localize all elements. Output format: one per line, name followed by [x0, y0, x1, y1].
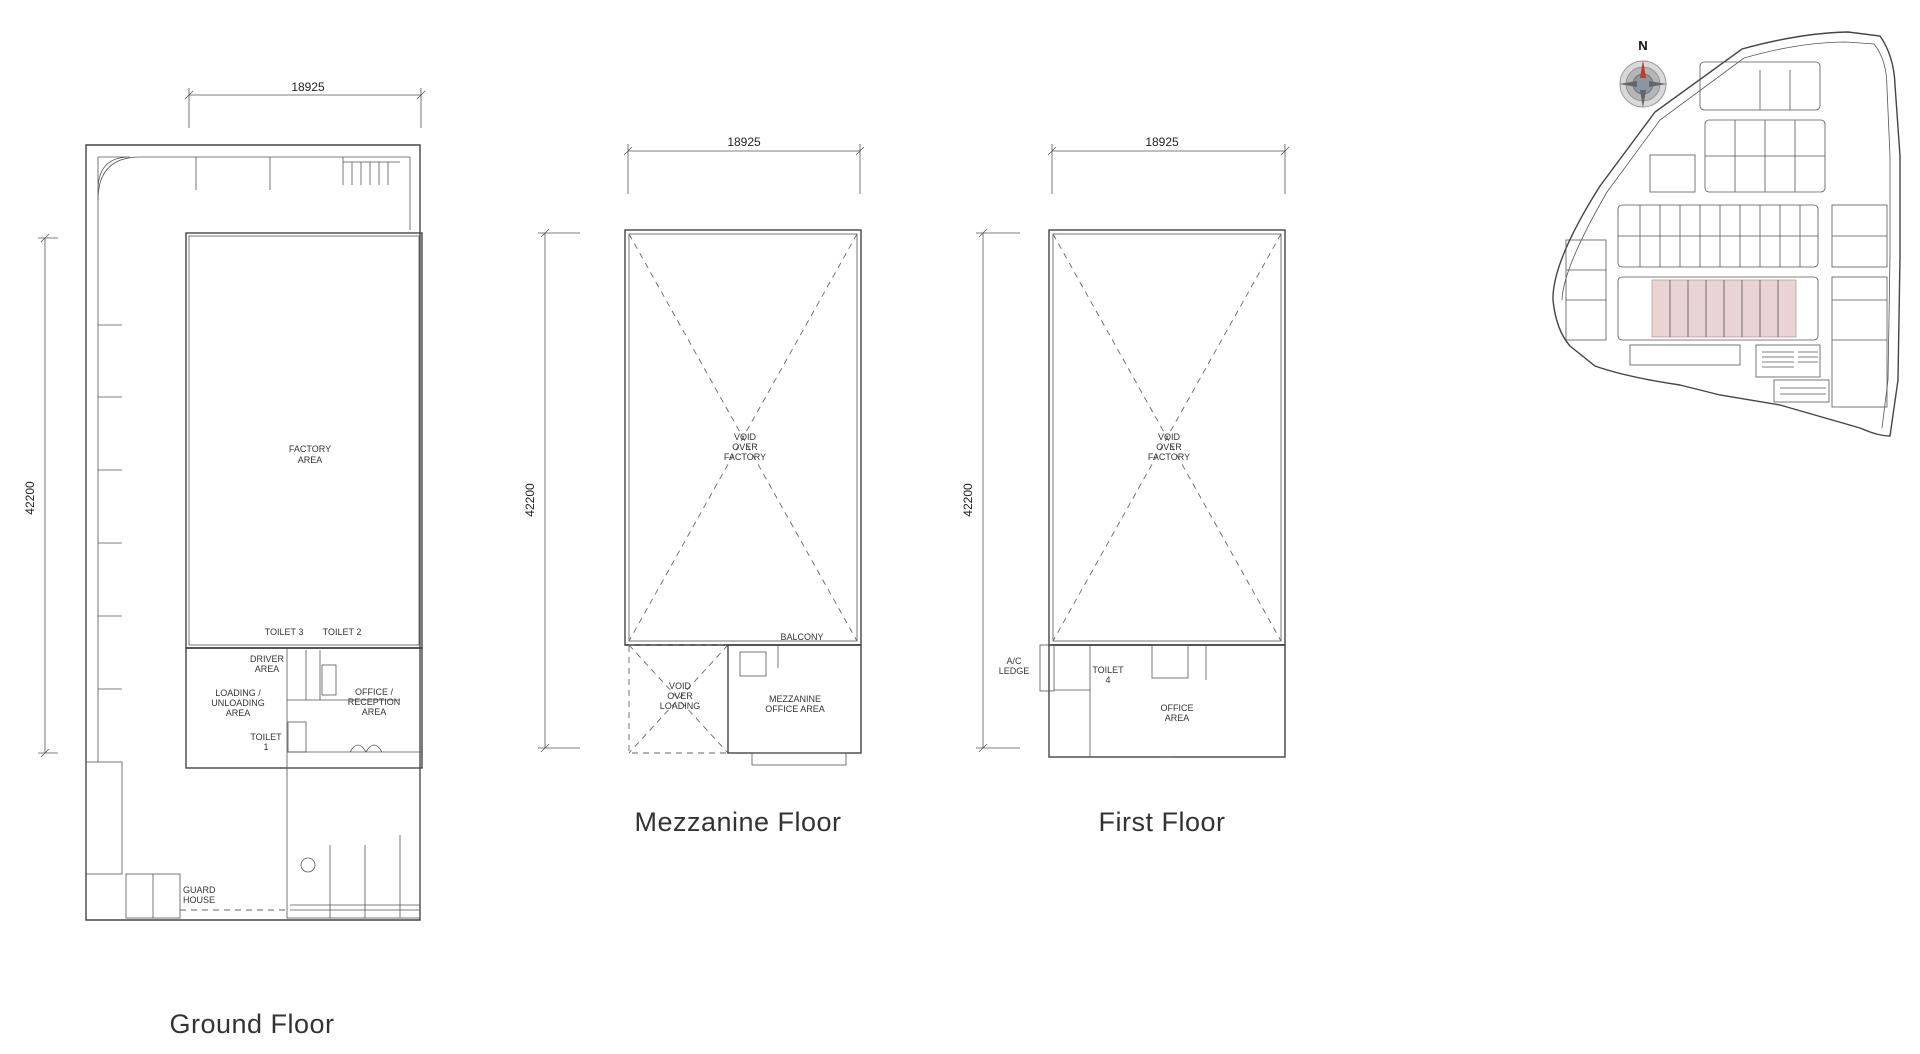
- first-width-dimension: [1048, 135, 1289, 194]
- label-office-reception-2: RECEPTION: [347, 697, 401, 707]
- mezzanine-room-labels: [660, 432, 825, 714]
- label-void-over-loading-2: OVER: [667, 691, 693, 701]
- label-factory-area-2: AREA: [297, 455, 323, 465]
- label-factory-area: FACTORY: [288, 444, 332, 454]
- first-depth-label: 42200: [961, 483, 975, 517]
- label-driver-area: DRIVER: [249, 654, 285, 664]
- label-void-over-factory-ff-2: OVER: [1156, 442, 1182, 452]
- north-label: N: [1638, 38, 1648, 53]
- mezzanine-width-label: 18925: [727, 135, 761, 149]
- label-office-reception: OFFICE /: [355, 687, 393, 697]
- label-toilet-1-2: 1: [263, 742, 269, 752]
- ground-depth-label: 42200: [23, 481, 37, 515]
- label-loading-area-3: AREA: [225, 708, 251, 718]
- label-void-over-factory-ff-3: FACTORY: [1147, 452, 1191, 462]
- label-balcony: BALCONY: [780, 632, 824, 642]
- label-guard-house: GUARD: [183, 885, 216, 895]
- label-toilet-3: TOILET 3: [264, 627, 304, 637]
- label-guard-house-2: HOUSE: [183, 895, 216, 905]
- label-void-over-loading-3: LOADING: [659, 701, 701, 711]
- label-driver-area-2: AREA: [254, 664, 280, 674]
- title-ground-floor: Ground Floor: [169, 1009, 335, 1039]
- label-void-over-factory-2: OVER: [732, 442, 758, 452]
- label-toilet-1: TOILET: [250, 732, 282, 742]
- north-compass-icon: [1619, 38, 1667, 108]
- first-width-label: 18925: [1145, 135, 1179, 149]
- label-toilet-4: TOILET: [1092, 665, 1124, 675]
- mezzanine-width-dimension: [624, 135, 864, 194]
- label-toilet-2: TOILET 2: [322, 627, 362, 637]
- title-mezzanine-floor: Mezzanine Floor: [634, 807, 842, 837]
- label-office-area: OFFICE: [1160, 703, 1194, 713]
- label-loading-area: LOADING /: [215, 688, 261, 698]
- label-mezzanine-office: MEZZANINE: [768, 694, 822, 704]
- label-mezzanine-office-2: OFFICE AREA: [765, 704, 825, 714]
- first-room-labels: [999, 432, 1194, 723]
- label-ac-ledge-2: LEDGE: [998, 666, 1030, 676]
- ground-room-labels: [183, 444, 400, 905]
- label-void-over-factory: VOID: [733, 432, 757, 442]
- label-office-area-2: AREA: [1164, 713, 1190, 723]
- site-key-plan: [1553, 32, 1900, 436]
- label-void-over-loading: VOID: [668, 681, 692, 691]
- mezzanine-depth-label: 42200: [523, 483, 537, 517]
- label-office-reception-3: AREA: [361, 707, 387, 717]
- mezzanine-floor-plan: [523, 135, 864, 837]
- mezzanine-depth-dimension: [523, 229, 580, 752]
- ground-width-label: 18925: [291, 80, 325, 94]
- title-first-floor: First Floor: [1098, 807, 1226, 837]
- ground-width-dimension: [185, 80, 425, 128]
- ground-depth-dimension: [23, 234, 58, 757]
- label-loading-area-2: UNLOADING: [211, 698, 265, 708]
- first-floor-plan: [961, 135, 1289, 837]
- label-void-over-factory-ff: VOID: [1157, 432, 1181, 442]
- label-void-over-factory-3: FACTORY: [723, 452, 767, 462]
- label-toilet-4-2: 4: [1105, 675, 1111, 685]
- ground-floor-plan: [23, 80, 425, 1039]
- label-ac-ledge: A/C: [1006, 656, 1022, 666]
